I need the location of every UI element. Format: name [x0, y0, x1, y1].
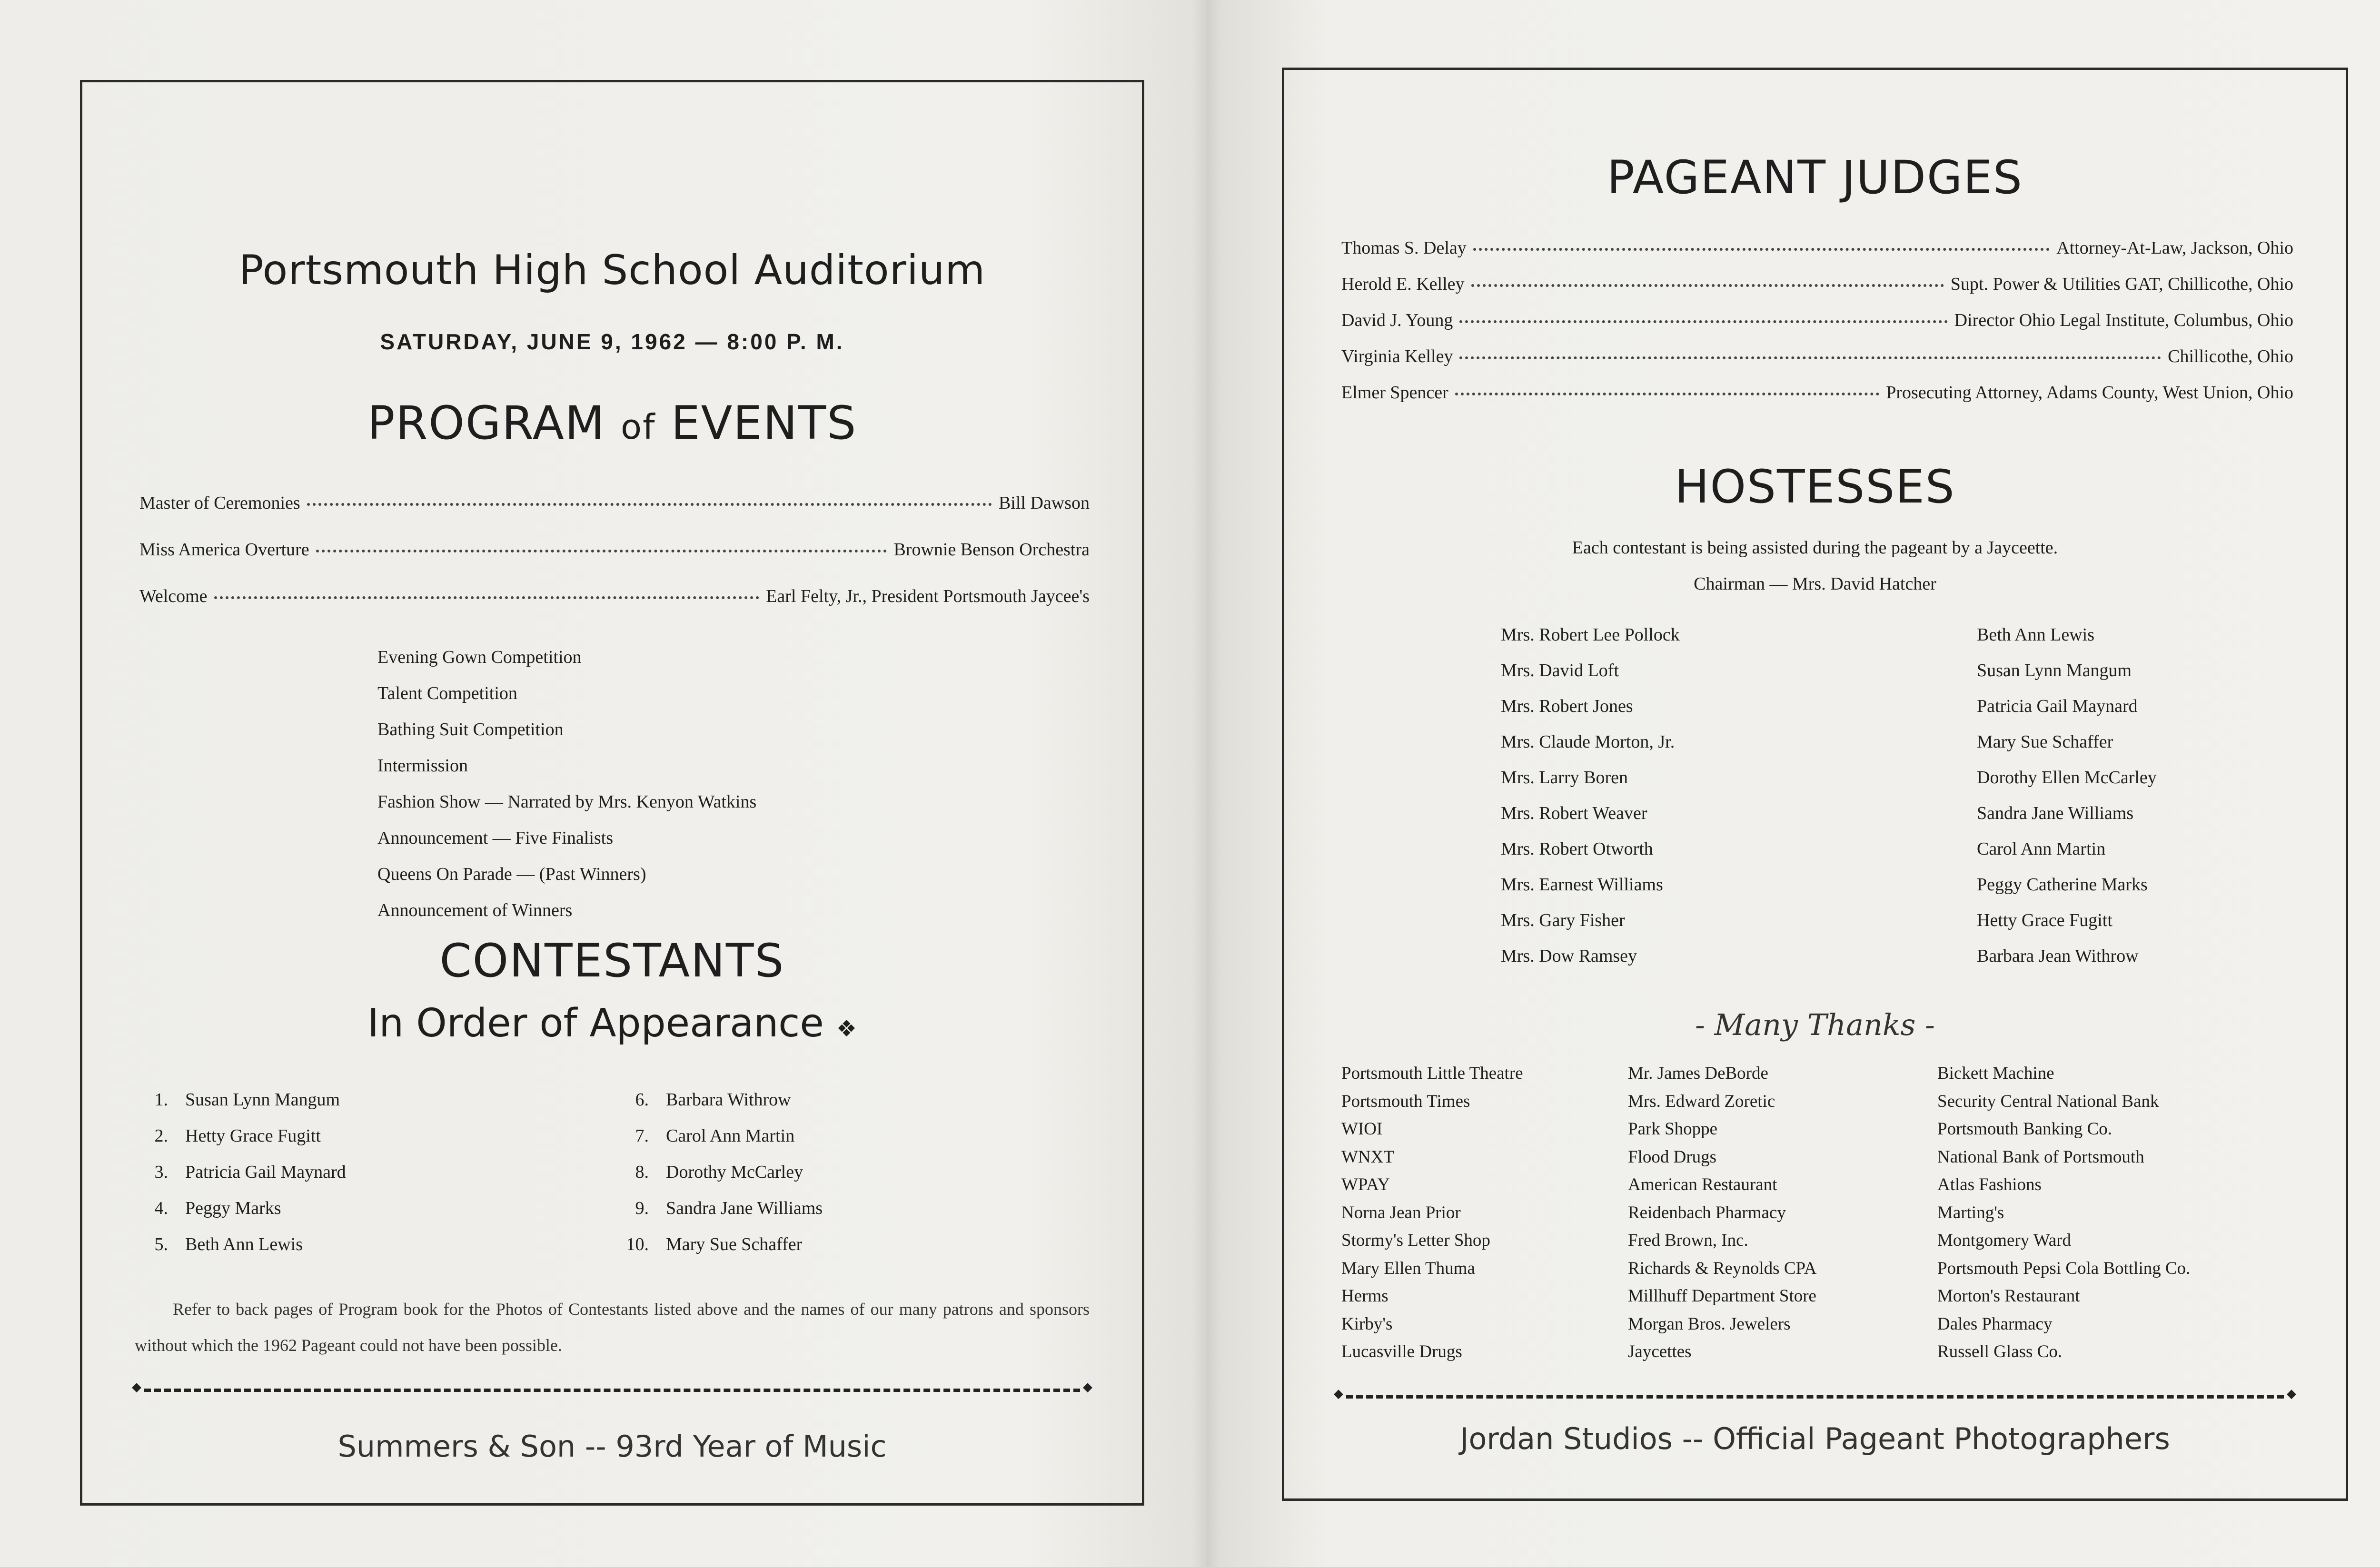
contestants-subtitle	[82, 1001, 1142, 1046]
thanks-item: Portsmouth Little Theatre	[1341, 1064, 1523, 1083]
judge-title: Supt. Power & Utilities GAT, Chillicothe, Ohio	[1950, 274, 2293, 294]
judge-row	[1341, 237, 2293, 258]
thanks-item: Security Central National Bank	[1937, 1091, 2159, 1111]
leader-dots	[1459, 320, 1947, 323]
judge-title: Prosecuting Attorney, Adams County, West Union, Ohio	[1886, 383, 2293, 403]
hostess-item: Mrs. Earnest Williams	[1501, 875, 1663, 895]
thanks-item: Morton's Restaurant	[1937, 1286, 2080, 1306]
contestant-name: Carol Ann Martin	[666, 1126, 795, 1146]
hostess-item: Mrs. Larry Boren	[1501, 768, 1628, 788]
leader-dots	[316, 550, 887, 552]
program-row	[139, 586, 1090, 607]
judge-row	[1341, 310, 2293, 331]
leader-dots	[1459, 356, 2161, 359]
thanks-item: WPAY	[1341, 1175, 1390, 1194]
hostesses-note: Each contestant is being assisted during the pageant by a Jayceette.	[1572, 538, 2058, 558]
leader-dots	[214, 596, 760, 599]
hostess-item: Carol Ann Martin	[1977, 839, 2106, 859]
thanks-item: Marting's	[1937, 1202, 2004, 1222]
thanks-item: Flood Drugs	[1628, 1147, 1717, 1167]
thanks-item: Lucasville Drugs	[1341, 1342, 1462, 1361]
contestants-subtitle-text: In Order of Appearance	[367, 1001, 824, 1046]
hostess-item: Susan Lynn Mangum	[1977, 660, 2132, 680]
event-item: Intermission	[377, 756, 468, 776]
thanks-item: Russell Glass Co.	[1937, 1342, 2063, 1361]
ornamental-rule	[144, 1389, 1080, 1392]
judge-title: Director Ohio Legal Institute, Columbus, Ohio	[1954, 310, 2293, 330]
thanks-item: National Bank of Portsmouth	[1937, 1147, 2144, 1167]
hostess-item: Mrs. Robert Lee Pollock	[1501, 625, 1680, 645]
contestant-number: 2.	[154, 1126, 168, 1146]
judges-title: PAGEANT JUDGES	[1607, 151, 2023, 204]
contestants-column-left	[139, 1082, 346, 1262]
thanks-item: Atlas Fashions	[1937, 1175, 2042, 1194]
thanks-column-1	[1341, 1060, 1523, 1366]
contestant-row	[139, 1082, 346, 1118]
thanks-item: Richards & Reynolds CPA	[1628, 1258, 1817, 1278]
judge-title: Attorney-At-Law, Jackson, Ohio	[2056, 238, 2293, 258]
thanks-item: Portsmouth Times	[1341, 1091, 1470, 1111]
contestant-number: 8.	[635, 1162, 649, 1182]
hostess-item: Mrs. Robert Otworth	[1501, 839, 1653, 859]
program-title-of: of	[621, 407, 656, 447]
thanks-item: Norna Jean Prior	[1341, 1202, 1461, 1222]
judge-name: Elmer Spencer	[1341, 383, 1448, 403]
contestant-name: Dorothy McCarley	[666, 1162, 803, 1182]
contestant-name: Barbara Withrow	[666, 1090, 791, 1110]
thanks-item: Montgomery Ward	[1937, 1231, 2071, 1250]
judge-name: Virginia Kelley	[1341, 346, 1453, 366]
ornamental-rule	[1346, 1395, 2284, 1399]
ornament-icon: ❖	[836, 1015, 857, 1042]
contestant-number: 5.	[154, 1234, 168, 1254]
thanks-item: Mary Ellen Thuma	[1341, 1258, 1475, 1278]
thanks-item: Herms	[1341, 1286, 1388, 1306]
footer-sponsor: Summers & Son -- 93rd Year of Music	[337, 1429, 887, 1464]
program-value: Bill Dawson	[998, 493, 1090, 513]
thanks-item: Millhuff Department Store	[1628, 1286, 1816, 1306]
contestant-name: Sandra Jane Williams	[666, 1198, 823, 1218]
hostess-item: Dorothy Ellen McCarley	[1977, 768, 2157, 788]
event-item: Announcement — Five Finalists	[377, 828, 614, 848]
hostess-item: Barbara Jean Withrow	[1977, 946, 2139, 966]
hostesses-chairman: Chairman — Mrs. David Hatcher	[1694, 574, 1936, 594]
judge-name: David J. Young	[1341, 310, 1453, 330]
hostess-item: Mrs. Robert Jones	[1501, 696, 1633, 716]
hostess-item: Peggy Catherine Marks	[1977, 875, 2148, 895]
event-list	[377, 639, 756, 928]
program-title	[82, 396, 1142, 450]
thanks-item: Portsmouth Banking Co.	[1937, 1119, 2112, 1139]
program-title-a: PROGRAM	[367, 396, 605, 450]
program-row	[139, 539, 1090, 560]
hostess-item: Mrs. Claude Morton, Jr.	[1501, 732, 1675, 752]
contestant-number: 7.	[635, 1126, 649, 1146]
hostesses-column-right	[1977, 617, 2157, 974]
thanks-item: Park Shoppe	[1628, 1119, 1718, 1139]
judge-row	[1341, 382, 2293, 403]
contestant-number: 9.	[635, 1198, 649, 1218]
event-date: SATURDAY, JUNE 9, 1962 — 8:00 P. M.	[380, 329, 844, 354]
thanks-item: American Restaurant	[1628, 1175, 1777, 1194]
thanks-item: Jaycettes	[1628, 1342, 1692, 1361]
contestant-row	[139, 1154, 346, 1190]
event-item: Talent Competition	[377, 683, 517, 703]
leader-dots	[1473, 248, 2050, 251]
refer-note: Refer to back pages of Program book for the Photos of Contestants listed above and the names of our many patrons and sponsors without which the 1962 Pageant could not have been possible.	[135, 1300, 1090, 1355]
thanks-item: Fred Brown, Inc.	[1628, 1231, 1748, 1250]
contestant-name: Susan Lynn Mangum	[185, 1090, 340, 1110]
contestant-row	[139, 1226, 346, 1262]
footer-photographer: Jordan Studios -- Official Pageant Photographers	[1460, 1421, 2170, 1456]
contestant-number: 1.	[154, 1090, 168, 1110]
event-item: Announcement of Winners	[377, 900, 573, 920]
hostess-item: Mrs. Dow Ramsey	[1501, 946, 1637, 966]
hostess-item: Mary Sue Schaffer	[1977, 732, 2113, 752]
hostess-item: Sandra Jane Williams	[1977, 803, 2134, 823]
book-gutter	[1192, 0, 1221, 1567]
hostess-item: Mrs. Robert Weaver	[1501, 803, 1647, 823]
program-label: Miss America Overture	[139, 540, 309, 560]
many-thanks-title: - Many Thanks -	[1695, 1007, 1935, 1042]
judge-title: Chillicothe, Ohio	[2168, 346, 2293, 366]
program-title-b: EVENTS	[671, 396, 857, 450]
right-page-frame	[1282, 68, 2348, 1501]
program-value: Earl Felty, Jr., President Portsmouth Jaycee's	[766, 586, 1090, 606]
contestant-name: Mary Sue Schaffer	[666, 1234, 803, 1254]
leader-dots	[1471, 284, 1944, 287]
contestant-name: Patricia Gail Maynard	[185, 1162, 346, 1182]
contestant-number: 10.	[626, 1234, 649, 1254]
thanks-item: Bickett Machine	[1937, 1064, 2054, 1083]
venue-title: Portsmouth High School Auditorium	[238, 246, 986, 294]
judge-row	[1341, 274, 2293, 295]
contestant-name: Hetty Grace Fugitt	[185, 1126, 321, 1146]
program-label: Welcome	[139, 586, 208, 606]
thanks-item: WNXT	[1341, 1147, 1394, 1167]
contestant-name: Beth Ann Lewis	[185, 1234, 303, 1254]
contestant-number: 4.	[154, 1198, 168, 1218]
thanks-column-2	[1628, 1060, 1816, 1366]
contestant-row	[620, 1190, 823, 1226]
thanks-item: Mr. James DeBorde	[1628, 1064, 1768, 1083]
contestant-number: 6.	[635, 1090, 649, 1110]
hostesses-title: HOSTESSES	[1675, 460, 1955, 513]
contestant-row	[620, 1154, 823, 1190]
judge-name: Thomas S. Delay	[1341, 238, 1467, 258]
event-item: Bathing Suit Competition	[377, 719, 564, 739]
hostess-item: Hetty Grace Fugitt	[1977, 910, 2112, 930]
event-item: Evening Gown Competition	[377, 647, 582, 667]
thanks-item: Portsmouth Pepsi Cola Bottling Co.	[1937, 1258, 2191, 1278]
hostess-item: Mrs. David Loft	[1501, 660, 1619, 680]
contestant-name: Peggy Marks	[185, 1198, 281, 1218]
judge-name: Herold E. Kelley	[1341, 274, 1465, 294]
leader-dots	[1455, 393, 1879, 395]
thanks-item: Kirby's	[1341, 1314, 1393, 1334]
judge-row	[1341, 346, 2293, 367]
contestants-title: CONTESTANTS	[439, 934, 785, 987]
right-page	[1207, 0, 2380, 1567]
left-page-frame	[80, 80, 1144, 1506]
event-item: Fashion Show — Narrated by Mrs. Kenyon Watkins	[377, 792, 757, 812]
thanks-item: Mrs. Edward Zoretic	[1628, 1091, 1775, 1111]
thanks-item: Morgan Bros. Jewelers	[1628, 1314, 1791, 1334]
program-label: Master of Ceremonies	[139, 493, 300, 513]
program-row	[139, 493, 1090, 513]
hostess-item: Beth Ann Lewis	[1977, 625, 2094, 645]
hostesses-column-left	[1501, 617, 1680, 974]
contestants-column-right	[620, 1082, 823, 1262]
contestant-row	[139, 1118, 346, 1154]
hostess-item: Mrs. Gary Fisher	[1501, 910, 1625, 930]
thanks-item: Dales Pharmacy	[1937, 1314, 2053, 1334]
thanks-item: WIOI	[1341, 1119, 1383, 1139]
contestant-number: 3.	[154, 1162, 168, 1182]
thanks-column-3	[1937, 1060, 2190, 1366]
thanks-item: Reidenbach Pharmacy	[1628, 1202, 1786, 1222]
leader-dots	[307, 503, 992, 506]
event-item: Queens On Parade — (Past Winners)	[377, 864, 646, 884]
thanks-item: Stormy's Letter Shop	[1341, 1231, 1490, 1250]
contestant-row	[620, 1118, 823, 1154]
program-value: Brownie Benson Orchestra	[893, 540, 1090, 560]
contestant-row	[620, 1082, 823, 1118]
hostess-item: Patricia Gail Maynard	[1977, 696, 2138, 716]
contestant-row	[620, 1226, 823, 1262]
contestant-row	[139, 1190, 346, 1226]
